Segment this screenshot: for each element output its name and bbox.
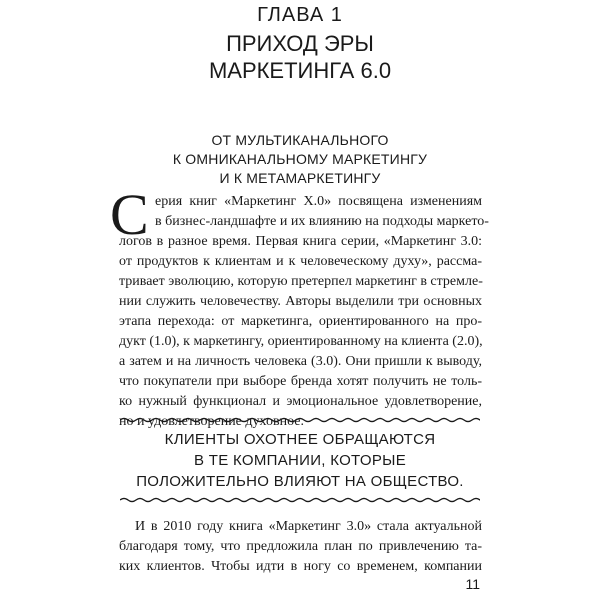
paragraph-line: что покупатели при выборе бренда хотят получить не толь- — [119, 374, 482, 389]
section-heading-line-2: К ОМНИКАНАЛЬНОМУ МАРКЕТИНГУ — [172, 151, 428, 167]
page-number: 11 — [465, 576, 480, 592]
chapter-title-line-1: ПРИХОД ЭРЫ — [226, 31, 374, 56]
pull-quote-line-3: ПОЛОЖИТЕЛЬНО ВЛИЯЮТ НА ОБЩЕСТВО. — [136, 473, 464, 490]
drop-cap-letter: С — [110, 182, 149, 247]
section-heading — [0, 131, 600, 188]
section-heading-line-3: И К МЕТАМАРКЕТИНГУ — [219, 170, 381, 186]
paragraph-line: благодаря тому, что предложила план по привлечению та- — [119, 539, 482, 554]
paragraph-line: И в 2010 году книга «Маркетинг 3.0» стала актуальной — [135, 519, 482, 534]
wavy-divider-top — [120, 415, 480, 425]
paragraph-line: нии служить человечеству. Авторы выделили три основных — [119, 294, 482, 309]
chapter-title — [0, 30, 600, 84]
paragraph-line: дукт (1.0), к маркетингу, ориентированному на клиента (2.0), — [119, 334, 483, 349]
paragraph-line: логов в разное время. Первая книга серии, «Маркетинг 3.0: — [119, 234, 482, 249]
paragraph-line: от продуктов к клиентам и к человеческому духу», рассма- — [119, 254, 482, 269]
section-heading-line-1: ОТ МУЛЬТИКАНАЛЬНОГО — [211, 132, 389, 148]
pull-quote-line-2: В ТЕ КОМПАНИИ, КОТОРЫЕ — [193, 452, 407, 469]
paragraph-line: ких клиентов. Чтобы идти в ногу со временем, компании — [119, 559, 482, 574]
paragraph-line: тривает эволюцию, которую претерпел маркетинг в стремле- — [119, 274, 483, 289]
paragraph-line: но и удовлетворение духовное. — [119, 414, 304, 429]
chapter-label: ГЛАВА 1 — [257, 4, 343, 26]
chapter-title-line-2: МАРКЕТИНГА 6.0 — [208, 58, 392, 83]
pull-quote-line-1: КЛИЕНТЫ ОХОТНЕЕ ОБРАЩАЮТСЯ — [164, 431, 436, 448]
paragraph-line: этапа перехода: от маркетинга, ориентированного на про- — [119, 314, 482, 329]
paragraph-line: ко нужный функционал и эмоциональное удовлетворение, — [119, 394, 482, 409]
paragraph-line: ерия книг «Маркетинг X.0» посвящена изменениям — [155, 194, 482, 209]
wavy-divider-bottom — [120, 495, 480, 505]
paragraph-line: в бизнес-ландшафте и их влиянию на подходы маркето- — [155, 214, 489, 229]
paragraph-line: а затем и на личность человека (3.0). Они пришли к выводу, — [119, 354, 482, 369]
pull-quote — [0, 429, 600, 492]
